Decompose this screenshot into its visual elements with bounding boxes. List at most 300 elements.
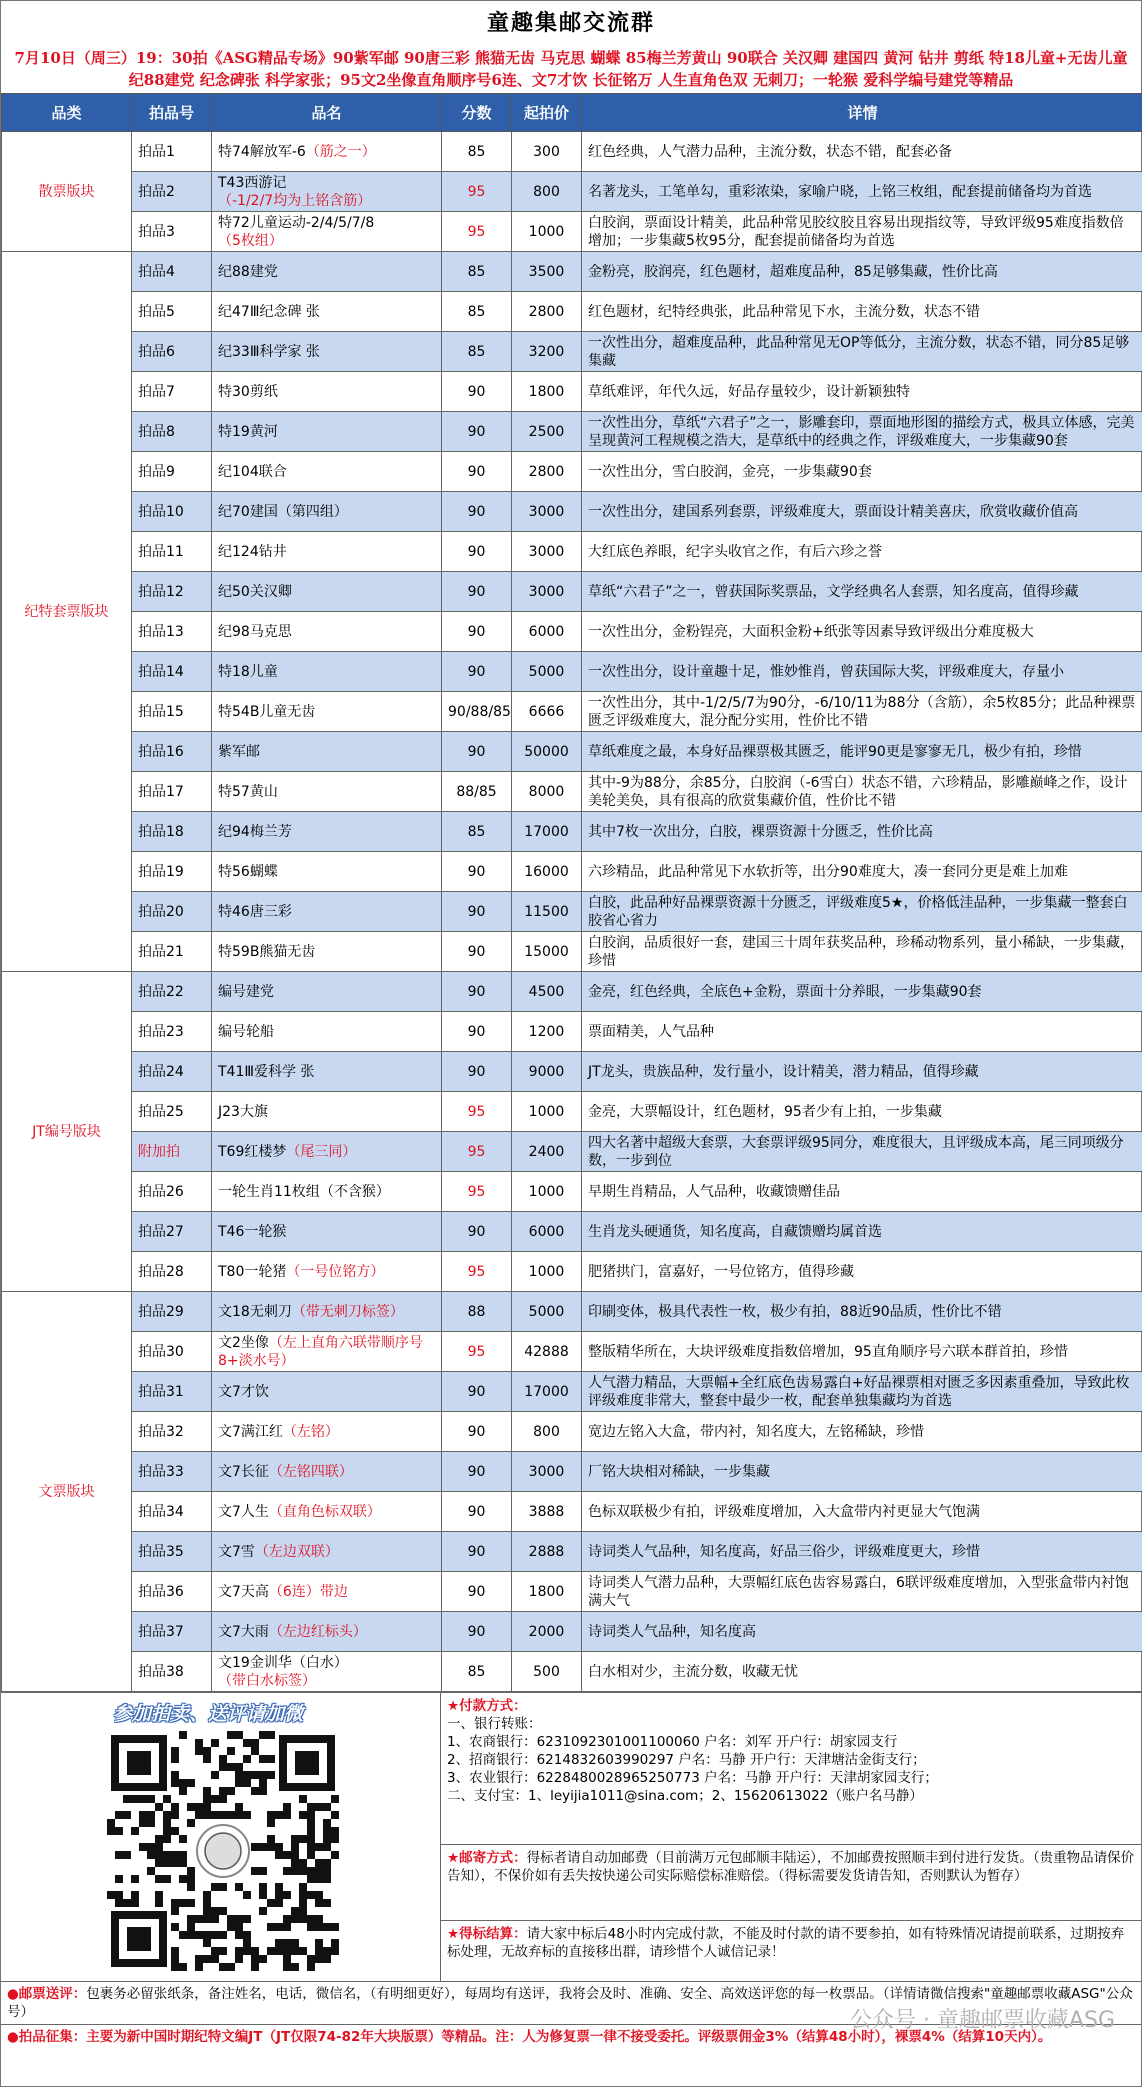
lot-score: 95 — [442, 1132, 512, 1172]
lot-start-price: 8000 — [512, 772, 582, 812]
table-row — [2, 452, 1142, 492]
lot-name — [212, 1492, 442, 1532]
lot-name — [212, 692, 442, 732]
lot-name-text: T43西游记 — [218, 174, 287, 191]
lot-detail: 一次性出分，其中-1/2/5/7为90分，-6/10/11为88分（含筋），余5枚85分；此品种裸票匮乏评级难度大，混分配分实用，性价比不错 — [582, 692, 1142, 732]
lot-name-text: 纪50关汉卿 — [218, 583, 292, 600]
lot-number: 拍品4 — [132, 252, 212, 292]
lot-name — [212, 172, 442, 212]
table-row — [2, 372, 1142, 412]
lot-name-note: （左边双联） — [254, 1543, 339, 1560]
lot-score: 90 — [442, 1492, 512, 1532]
qr-panel — [1, 1693, 441, 1981]
lot-detail: 一次性出分，建国系列套票，评级难度大，票面设计精美喜庆，欣赏收藏价值高 — [582, 492, 1142, 532]
lot-start-price: 15000 — [512, 932, 582, 972]
lot-name-note: （5枚组） — [218, 232, 283, 249]
lot-detail: 一次性出分，金粉锃亮，大面积金粉+纸张等因素导致评级出分难度极大 — [582, 612, 1142, 652]
lot-detail: 名著龙头，工笔单勾，重彩浓染，家喻户晓，上铭三枚组，配套提前储备均为首选 — [582, 172, 1142, 212]
lot-start-price: 6000 — [512, 612, 582, 652]
lot-score: 90 — [442, 852, 512, 892]
table-row — [2, 1132, 1142, 1172]
lot-detail: 红色题材，纪特经典张，此品种常见下水，主流分数，状态不错 — [582, 292, 1142, 332]
table-row — [2, 972, 1142, 1012]
lot-start-price: 1000 — [512, 1172, 582, 1212]
lot-number: 拍品3 — [132, 212, 212, 252]
lot-name-note: （左上直角六联带顺序号8+淡水号） — [218, 1334, 423, 1369]
lot-start-price: 1200 — [512, 1012, 582, 1052]
lot-detail: 草纸难度之最，本身好品裸票极其匮乏，能评90更是寥寥无几，极少有拍，珍惜 — [582, 732, 1142, 772]
lot-detail: JT龙头，贵族品种，发行量小，设计精美，潜力精品，值得珍藏 — [582, 1052, 1142, 1092]
table-row — [2, 1292, 1142, 1332]
lot-name-text: 文7雪 — [218, 1543, 255, 1560]
lot-score: 90 — [442, 1452, 512, 1492]
lot-number: 拍品11 — [132, 532, 212, 572]
lot-name — [212, 1252, 442, 1292]
table-row — [2, 1012, 1142, 1052]
lot-number: 拍品31 — [132, 1372, 212, 1412]
watermark: 公众号 · 童趣邮票收藏ASG — [849, 2008, 1115, 2033]
table-header-row — [2, 94, 1142, 132]
lot-name-text: 纪94梅兰芳 — [218, 823, 292, 840]
lot-name-note: （一号位铭方） — [286, 1263, 385, 1280]
lot-name-text: 纪33Ⅲ科学家 张 — [218, 343, 320, 360]
table-row — [2, 612, 1142, 652]
lot-name — [212, 1532, 442, 1572]
lot-score: 90 — [442, 732, 512, 772]
lot-name-text: 文7满江红 — [218, 1423, 283, 1440]
lot-name-note: （尾三同） — [286, 1143, 357, 1160]
mail-title: ★邮寄方式： — [447, 1850, 527, 1866]
lot-name-text: 文7天高 — [218, 1583, 269, 1600]
lot-name — [212, 1412, 442, 1452]
col-header-name: 品名 — [212, 94, 442, 132]
lot-name-text: 纪124钻井 — [218, 543, 287, 560]
lot-table-body — [2, 132, 1142, 1692]
lot-start-price: 4500 — [512, 972, 582, 1012]
lot-name — [212, 892, 442, 932]
lot-name-text: T46一轮猴 — [218, 1223, 287, 1240]
lot-score: 90 — [442, 1532, 512, 1572]
lot-number: 拍品9 — [132, 452, 212, 492]
lot-number: 拍品29 — [132, 1292, 212, 1332]
lot-score: 85 — [442, 292, 512, 332]
lot-start-price: 1000 — [512, 212, 582, 252]
lot-number: 拍品12 — [132, 572, 212, 612]
table-row — [2, 172, 1142, 212]
lot-name-text: 文7大雨 — [218, 1623, 269, 1640]
lot-name-text: 特18儿童 — [218, 663, 278, 680]
lot-name — [212, 132, 442, 172]
table-row — [2, 892, 1142, 932]
lot-detail: 白水相对少，主流分数，收藏无忧 — [582, 1652, 1142, 1692]
lot-start-price: 2400 — [512, 1132, 582, 1172]
lot-name — [212, 452, 442, 492]
lot-name-text: T80一轮猪 — [218, 1263, 287, 1280]
lot-name — [212, 1452, 442, 1492]
lot-name — [212, 612, 442, 652]
lot-score: 90 — [442, 492, 512, 532]
collection-note: ●拍品征集：主要为新中国时期纪特文编JT（JT仅限74-82年大块版票）等精品。注：人为修复票一律不接受委托。评级票佣金3%（结算48小时），裸票4%（结算10天内）。 — [1, 2024, 1141, 2049]
lot-detail: 肥猪拱门，富嘉好，一号位铭方，值得珍藏 — [582, 1252, 1142, 1292]
lot-start-price: 17000 — [512, 1372, 582, 1412]
lot-name-note: （筋之一） — [305, 143, 376, 160]
bank-line-3: 3、农业银行：6228480028965250773 户名：马静 开户行：天津胡家园支行； — [447, 1770, 938, 1786]
lot-detail: 白胶，此品种好品裸票资源十分匮乏，评级难度5★，价格低洼品种，一步集藏一整套白胶省心省力 — [582, 892, 1142, 932]
lot-start-price: 3000 — [512, 572, 582, 612]
lot-number: 拍品24 — [132, 1052, 212, 1092]
table-row — [2, 1052, 1142, 1092]
table-row — [2, 532, 1142, 572]
lot-detail: 诗词类人气品种，知名度高，好品三俗少，评级难度更大，珍惜 — [582, 1532, 1142, 1572]
lot-score: 88 — [442, 1292, 512, 1332]
table-row — [2, 732, 1142, 772]
lot-number: 拍品15 — [132, 692, 212, 732]
lot-name-text: 纪88建党 — [218, 263, 278, 280]
lot-start-price: 2888 — [512, 1532, 582, 1572]
payment-panel — [441, 1693, 1141, 1981]
lot-detail: 诗词类人气品种，知名度高 — [582, 1612, 1142, 1652]
lot-start-price: 3888 — [512, 1492, 582, 1532]
table-row — [2, 692, 1142, 732]
lot-name-text: 文7人生 — [218, 1503, 269, 1520]
lot-name-note: （6连）带边 — [268, 1583, 348, 1600]
lot-score: 90 — [442, 1012, 512, 1052]
lot-name — [212, 772, 442, 812]
table-row — [2, 1612, 1142, 1652]
table-row — [2, 1332, 1142, 1372]
lot-name-text: 特74解放军-6 — [218, 143, 306, 160]
lot-number: 拍品35 — [132, 1532, 212, 1572]
lot-name-text: 特72儿童运动-2/4/5/7/8 — [218, 214, 375, 231]
lot-number: 拍品36 — [132, 1572, 212, 1612]
lot-detail: 金粉亮，胶润亮，红色题材，超难度品种，85足够集藏，性价比高 — [582, 252, 1142, 292]
lot-score: 95 — [442, 172, 512, 212]
table-row — [2, 492, 1142, 532]
lot-name-text: 特30剪纸 — [218, 383, 278, 400]
lot-detail: 一次性出分，草纸“六君子”之一，影雕套印，票面地形图的描绘方式，极具立体感，完美呈现黄河工程规模之浩大，是草纸中的经典之作，评级难度大，一步集藏90套 — [582, 412, 1142, 452]
lot-start-price: 9000 — [512, 1052, 582, 1092]
lot-name-note: （左铭四联） — [268, 1463, 353, 1480]
table-row — [2, 852, 1142, 892]
lot-name — [212, 212, 442, 252]
lot-score: 85 — [442, 1652, 512, 1692]
lot-number: 拍品25 — [132, 1092, 212, 1132]
table-row — [2, 252, 1142, 292]
lot-name-note: （-1/2/7均为上铭含筋） — [218, 192, 372, 209]
col-header-detail: 详情 — [582, 94, 1142, 132]
section-label: 文票版块 — [2, 1292, 132, 1692]
lot-detail: 一次性出分，雪白胶润，金亮，一步集藏90套 — [582, 452, 1142, 492]
lot-number: 拍品13 — [132, 612, 212, 652]
lot-name — [212, 652, 442, 692]
lot-number: 拍品2 — [132, 172, 212, 212]
lot-score: 90 — [442, 572, 512, 612]
col-header-price: 起拍价 — [512, 94, 582, 132]
page-title: 童趣集邮交流群 — [486, 10, 655, 36]
lot-number: 拍品38 — [132, 1652, 212, 1692]
lot-start-price: 1000 — [512, 1252, 582, 1292]
lot-start-price: 2800 — [512, 452, 582, 492]
lot-name — [212, 1572, 442, 1612]
lot-start-price: 5000 — [512, 652, 582, 692]
lot-score: 90 — [442, 1412, 512, 1452]
lot-number: 拍品23 — [132, 1012, 212, 1052]
lot-detail: 大红底色养眼，纪字头收官之作，有后六珍之誉 — [582, 532, 1142, 572]
lot-start-price: 11500 — [512, 892, 582, 932]
lot-name-text: 纪47Ⅲ纪念碑 张 — [218, 303, 320, 320]
lot-start-price: 800 — [512, 172, 582, 212]
lot-number: 拍品37 — [132, 1612, 212, 1652]
lot-score: 90 — [442, 372, 512, 412]
lot-score: 90 — [442, 652, 512, 692]
appraisal-text: 包裹务必留张纸条，备注姓名，电话，微信名，（有明细更好），每周均有送评，我将会及时、准确、安全、高效送评您的每一枚票品。（详情请微信搜索"童趣邮票收藏ASG"公众号） — [7, 1986, 1133, 2020]
lot-name — [212, 572, 442, 612]
lot-score: 90 — [442, 532, 512, 572]
lot-name-text: 紫军邮 — [218, 743, 260, 760]
lot-score: 88/85 — [442, 772, 512, 812]
lot-start-price: 16000 — [512, 852, 582, 892]
lot-number: 拍品34 — [132, 1492, 212, 1532]
lot-score: 90 — [442, 1372, 512, 1412]
lot-score: 90 — [442, 452, 512, 492]
lot-score: 85 — [442, 132, 512, 172]
lot-name — [212, 492, 442, 532]
table-row — [2, 932, 1142, 972]
lot-detail: 白胶润，品质很好一套，建国三十周年获奖品种，珍稀动物系列，量小稀缺，一步集藏，珍惜 — [582, 932, 1142, 972]
lot-name — [212, 372, 442, 412]
lot-number: 拍品1 — [132, 132, 212, 172]
col-header-category: 品类 — [2, 94, 132, 132]
lot-start-price: 17000 — [512, 812, 582, 852]
lot-detail: 金亮，红色经典，全底色+金粉，票面十分养眼，一步集藏90套 — [582, 972, 1142, 1012]
section-label: JT编号版块 — [2, 972, 132, 1292]
lot-detail: 白胶润，票面设计精美，此品种常见胶纹胶且容易出现指纹等，导致评级95难度指数倍增加；一步集藏5枚95分，配套提前储备均为首选 — [582, 212, 1142, 252]
alipay-line: 二、支付宝：1、leyijia1011@sina.com；2、15620613022（账户名马静） — [447, 1788, 923, 1804]
lot-name-text: 特54B儿童无齿 — [218, 703, 316, 720]
lot-name-text: 纪70建国（第四组） — [218, 503, 348, 520]
lot-name-note: （带白水标签） — [218, 1672, 316, 1689]
lot-detail: 印刷变体，极具代表性一枚，极少有拍，88近90品质，性价比不错 — [582, 1292, 1142, 1332]
lot-detail: 其中7枚一次出分，白胶，裸票资源十分匮乏，性价比高 — [582, 812, 1142, 852]
table-row — [2, 1172, 1142, 1212]
lot-detail: 草纸难评，年代久远，好品存量较少，设计新颖独特 — [582, 372, 1142, 412]
lot-start-price: 2000 — [512, 1612, 582, 1652]
lot-start-price: 3200 — [512, 332, 582, 372]
lot-start-price: 5000 — [512, 1292, 582, 1332]
lot-start-price: 3000 — [512, 492, 582, 532]
lot-name — [212, 332, 442, 372]
lot-start-price: 300 — [512, 132, 582, 172]
lot-start-price: 800 — [512, 1412, 582, 1452]
lot-start-price: 6666 — [512, 692, 582, 732]
lot-name-note: （左铭） — [282, 1423, 339, 1440]
lot-detail: 厂铭大块相对稀缺，一步集藏 — [582, 1452, 1142, 1492]
lot-name — [212, 812, 442, 852]
lot-start-price: 2500 — [512, 412, 582, 452]
lot-name-text: T69红楼梦 — [218, 1143, 287, 1160]
table-row — [2, 1252, 1142, 1292]
table-row — [2, 1412, 1142, 1452]
mail-text: 得标者请自动加邮费（目前满万元包邮顺丰陆运），不加邮费按照顺丰到付进行发货。（贵重物品请保价告知），不保价如有丢失按快递公司实际赔偿标准赔偿。（得标需要发货请告知，否则默认为暂存） — [447, 1850, 1135, 1884]
col-header-score: 分数 — [442, 94, 512, 132]
bank-label: 一、银行转账： — [447, 1716, 542, 1732]
lot-score: 95 — [442, 1332, 512, 1372]
lot-name-note: （左边红标头） — [268, 1623, 367, 1640]
lot-score: 95 — [442, 1092, 512, 1132]
appraisal-label: ●邮票送评： — [7, 1986, 87, 2002]
lot-number: 拍品22 — [132, 972, 212, 1012]
settle-info — [441, 1921, 1141, 1965]
lot-detail: 红色经典，人气潜力品种，主流分数，状态不错，配套必备 — [582, 132, 1142, 172]
lot-number: 拍品26 — [132, 1172, 212, 1212]
lot-start-price: 1000 — [512, 1092, 582, 1132]
table-row — [2, 1532, 1142, 1572]
lot-number: 拍品5 — [132, 292, 212, 332]
qr-title: 参加拍卖、送评请加微 — [113, 1703, 304, 1725]
lot-score: 95 — [442, 212, 512, 252]
lot-name — [212, 532, 442, 572]
lot-name-text: 文19金训华（白水） — [218, 1654, 348, 1671]
table-row — [2, 572, 1142, 612]
lot-number: 拍品14 — [132, 652, 212, 692]
lot-name — [212, 1612, 442, 1652]
lot-detail: 其中-9为88分，余85分，白胶润（-6雪白）状态不错，六珍精品，影雕巅峰之作，设计美轮美奂，具有很高的欣赏集藏价值，性价比不错 — [582, 772, 1142, 812]
lot-start-price: 3000 — [512, 532, 582, 572]
lot-name — [212, 1652, 442, 1692]
lot-number: 拍品18 — [132, 812, 212, 852]
lot-name-text: 文18无刺刀 — [218, 1303, 292, 1320]
lot-name — [212, 1172, 442, 1212]
lot-score: 90 — [442, 1572, 512, 1612]
bank-line-2: 2、招商银行：6214832603990297 户名：马静 开户行：天津塘沽金街支行； — [447, 1752, 926, 1768]
lot-name — [212, 1052, 442, 1092]
lot-name-text: 特59B熊猫无齿 — [218, 943, 316, 960]
lot-number: 拍品6 — [132, 332, 212, 372]
mail-info — [441, 1845, 1141, 1921]
lot-name-text: 编号轮船 — [218, 1023, 274, 1040]
lot-name-text: T41Ⅲ爱科学 张 — [218, 1063, 315, 1080]
section-label: 散票版块 — [2, 132, 132, 252]
table-row — [2, 292, 1142, 332]
lot-detail: 早期生肖精品，人气品种，收藏馈赠佳品 — [582, 1172, 1142, 1212]
lot-name-text: 文7才饮 — [218, 1383, 269, 1400]
lot-detail: 色标双联极少有拍，评级难度增加，入大盒带内衬更显大气饱满 — [582, 1492, 1142, 1532]
table-row — [2, 412, 1142, 452]
lot-score: 95 — [442, 1252, 512, 1292]
lot-start-price: 3000 — [512, 1452, 582, 1492]
lot-number: 拍品19 — [132, 852, 212, 892]
lot-name — [212, 1332, 442, 1372]
lot-detail: 整版精华所在，大块评级难度指数倍增加，95直角顺序号六联本群首拍，珍惜 — [582, 1332, 1142, 1372]
lot-name — [212, 412, 442, 452]
lot-number: 拍品8 — [132, 412, 212, 452]
lot-name-note: （带无刺刀标签） — [291, 1303, 404, 1320]
lot-score: 90 — [442, 412, 512, 452]
lot-start-price: 42888 — [512, 1332, 582, 1372]
lot-start-price: 3500 — [512, 252, 582, 292]
table-row — [2, 1092, 1142, 1132]
lot-number: 附加拍 — [132, 1132, 212, 1172]
lot-name-text: 文2坐像 — [218, 1334, 269, 1351]
lot-name — [212, 1012, 442, 1052]
lot-name — [212, 852, 442, 892]
lot-number: 拍品28 — [132, 1252, 212, 1292]
lot-detail: 草纸“六君子”之一，曾获国际奖票品，文学经典名人套票，知名度高，值得珍藏 — [582, 572, 1142, 612]
table-row — [2, 1372, 1142, 1412]
lot-name-text: 一轮生肖11枚组（不含猴） — [218, 1183, 390, 1200]
lot-name-text: 特57黄山 — [218, 783, 278, 800]
table-row — [2, 812, 1142, 852]
table-row — [2, 772, 1142, 812]
lot-name — [212, 932, 442, 972]
lot-number: 拍品30 — [132, 1332, 212, 1372]
lot-name — [212, 1292, 442, 1332]
lot-detail: 票面精美，人气品种 — [582, 1012, 1142, 1052]
table-row — [2, 1572, 1142, 1612]
table-row — [2, 212, 1142, 252]
lot-name — [212, 1132, 442, 1172]
lot-number: 拍品7 — [132, 372, 212, 412]
lot-detail: 一次性出分，设计童趣十足，惟妙惟肖，曾获国际大奖，评级难度大，存量小 — [582, 652, 1142, 692]
lot-detail: 诗词类人气潜力品种，大票幅红底色齿容易露白，6联评级难度增加，入型张盒带内衬饱满大气 — [582, 1572, 1142, 1612]
payment-title: ★付款方式： — [447, 1698, 527, 1714]
lot-number: 拍品27 — [132, 1212, 212, 1252]
lot-name — [212, 1372, 442, 1412]
lot-start-price: 1800 — [512, 1572, 582, 1612]
lot-score: 90 — [442, 892, 512, 932]
lot-name-note: （直角色标双联） — [268, 1503, 381, 1520]
table-row — [2, 1212, 1142, 1252]
lot-score: 90 — [442, 1612, 512, 1652]
lot-score: 90 — [442, 932, 512, 972]
info-area — [1, 1692, 1141, 1981]
lot-score: 85 — [442, 332, 512, 372]
lot-name — [212, 1092, 442, 1132]
lot-name — [212, 292, 442, 332]
lot-name-text: 文7长征 — [218, 1463, 269, 1480]
lot-detail: 六珍精品，此品种常见下水软折等，出分90难度大，凑一套同分更是难上加难 — [582, 852, 1142, 892]
lot-detail: 一次性出分，超难度品种，此品种常见无OP等低分，主流分数，状态不错，同分85足够集藏 — [582, 332, 1142, 372]
lot-name — [212, 1212, 442, 1252]
lot-score: 90 — [442, 972, 512, 1012]
lot-name-text: 纪98马克思 — [218, 623, 292, 640]
lot-name — [212, 732, 442, 772]
table-row — [2, 1452, 1142, 1492]
table-row — [2, 652, 1142, 692]
lot-number: 拍品21 — [132, 932, 212, 972]
settle-text: 请大家中标后48小时内完成付款，不能及时付款的请不要参拍，如有特殊情况请提前联系，过期按弃标处理，无故弃标的直接移出群，请珍惜个人诚信记录！ — [447, 1926, 1125, 1960]
lot-score: 90 — [442, 1212, 512, 1252]
lot-number: 拍品10 — [132, 492, 212, 532]
table-row — [2, 332, 1142, 372]
lot-name-text: J23大旗 — [218, 1103, 268, 1120]
lot-name-text: 编号建党 — [218, 983, 274, 1000]
lot-score: 90 — [442, 1052, 512, 1092]
lot-number: 拍品16 — [132, 732, 212, 772]
bank-line-1: 1、农商银行：6231092301001100060 户名：刘军 开户行：胡家园支行 — [447, 1734, 898, 1750]
table-row — [2, 1652, 1142, 1692]
lot-detail: 生肖龙头硬通货，知名度高，自藏馈赠均属首选 — [582, 1212, 1142, 1252]
lot-number: 拍品20 — [132, 892, 212, 932]
lot-name-text: 特46唐三彩 — [218, 903, 292, 920]
lot-table — [1, 93, 1142, 1692]
lot-score: 95 — [442, 1172, 512, 1212]
lot-start-price: 50000 — [512, 732, 582, 772]
lot-start-price: 500 — [512, 1652, 582, 1692]
table-row — [2, 132, 1142, 172]
lot-detail: 四大名著中超级大套票，大套票评级95同分，难度很大，且评级成本高，尾三同项级分数，一步到位 — [582, 1132, 1142, 1172]
settle-title: ★得标结算： — [447, 1926, 527, 1942]
